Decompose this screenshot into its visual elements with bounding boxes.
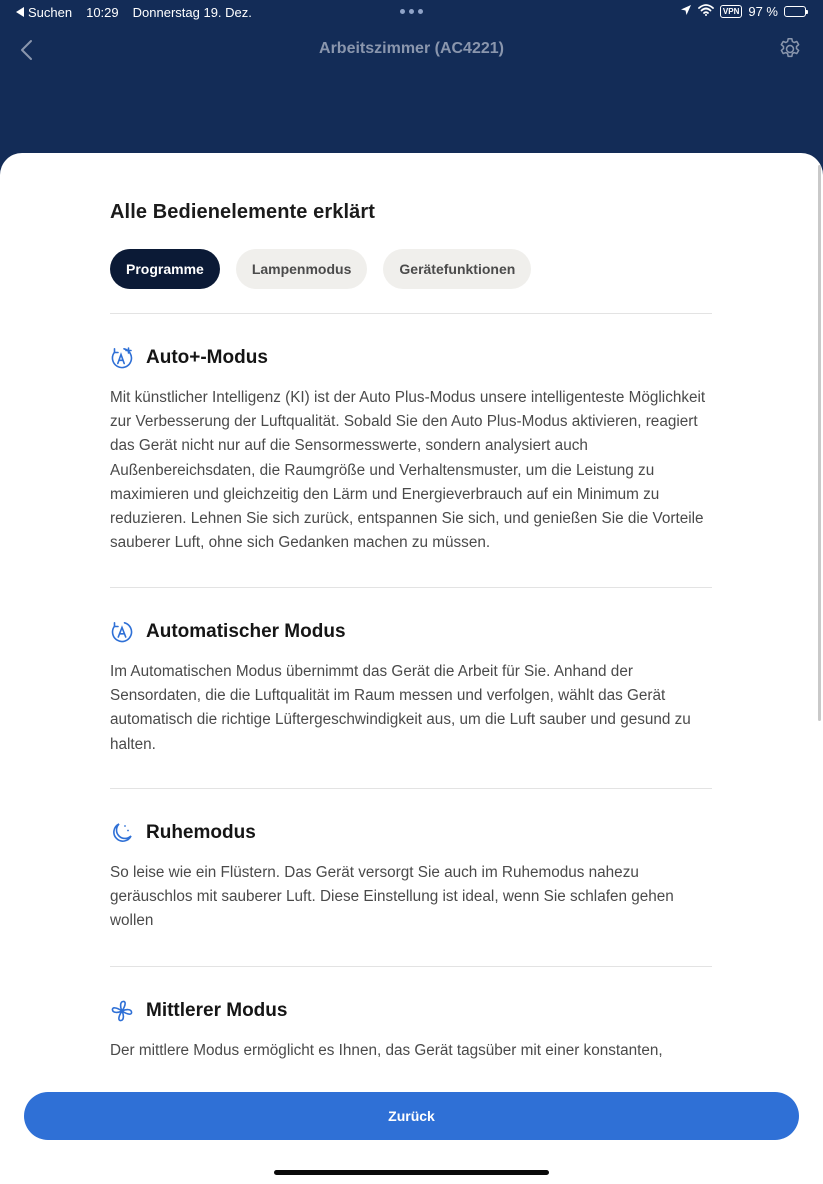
battery-icon [784, 6, 806, 17]
section-description: So leise wie ein Flüstern. Das Gerät versorgt Sie auch im Ruhemodus nahezu geräuschlos mit sauberer Luft. Diese Einstellung ist ideal, wenn Sie schlafen gehen wollen [110, 864, 674, 930]
gear-icon [777, 49, 803, 66]
wifi-icon [698, 4, 714, 19]
back-arrow-icon [16, 5, 25, 20]
status-date: Donnerstag 19. Dez. [132, 5, 252, 20]
divider [110, 966, 712, 967]
section-description: Im Automatischen Modus übernimmt das Gerät die Arbeit für Sie. Anhand der Sensordaten, die die Luftqualität im Raum messen und verfolgen, wählt das Gerät automatisch die richtige Lüftergeschwindigkeit aus, um die Luft sauber und gesund zu halten. [110, 663, 691, 753]
status-bar [0, 0, 823, 24]
tab-bar [110, 249, 531, 289]
section-title: Automatischer Modus [146, 621, 346, 642]
sheet-title: Alle Bedienelemente erklärt [110, 201, 376, 223]
auto-mode-icon [110, 620, 134, 644]
settings-button[interactable] [777, 36, 803, 62]
tab-geraetefunktionen[interactable]: Gerätefunktionen [383, 249, 531, 289]
divider [110, 587, 712, 588]
vpn-badge: VPN [720, 5, 742, 18]
divider [110, 313, 712, 314]
section-auto-plus [110, 343, 712, 555]
tab-lampenmodus[interactable]: Lampenmodus [236, 249, 368, 289]
section-medium [110, 996, 712, 1063]
section-title: Auto+-Modus [146, 347, 268, 368]
section-title: Ruhemodus [146, 822, 256, 843]
nav-bar [0, 30, 823, 70]
section-description: Mit künstlicher Intelligenz (KI) ist der Auto Plus-Modus unsere intelligenteste Möglichkeit zur Verbesserung der Luftqualität. Sobald Sie den Auto Plus-Modus aktivieren, reagiert das Gerät nicht nur auf die Sensormesswerte, sondern analysiert auch Außenbereichsdaten, die Raumgröße und Verhaltensmuster, um die Leistung zu maximieren und gleichzeitig den Lärm und Energieverbrauch auf ein Minimum zu reduzieren. Lehnen Sie sich zurück, entspannen Sie sich, und genießen Sie die Vorteile sauberer Luft, ohne sich Gedanken machen zu müssen. [110, 389, 706, 552]
section-sleep [110, 818, 712, 934]
battery-percentage: 97 % [748, 4, 778, 19]
page-title: Arbeitszimmer (AC4221) [319, 40, 504, 57]
section-description: Der mittlere Modus ermöglicht es Ihnen, das Gerät tagsüber mit einer konstanten, [110, 1042, 663, 1059]
home-indicator[interactable] [274, 1170, 549, 1175]
auto-plus-icon [110, 346, 134, 370]
controls-explained-sheet [0, 153, 823, 1184]
back-to-app-link[interactable] [16, 5, 72, 20]
location-icon [680, 4, 692, 19]
multitasking-dots-icon[interactable] [400, 9, 423, 14]
tab-programme[interactable]: Programme [110, 249, 220, 289]
moon-icon [110, 821, 134, 845]
fan-icon [110, 999, 134, 1023]
divider [110, 788, 712, 789]
back-app-label: Suchen [28, 5, 73, 20]
back-button-primary[interactable]: Zurück [24, 1092, 799, 1140]
section-title: Mittlerer Modus [146, 1000, 288, 1021]
status-time: 10:29 [86, 5, 119, 20]
scrollbar[interactable] [818, 165, 821, 721]
section-auto [110, 617, 712, 757]
